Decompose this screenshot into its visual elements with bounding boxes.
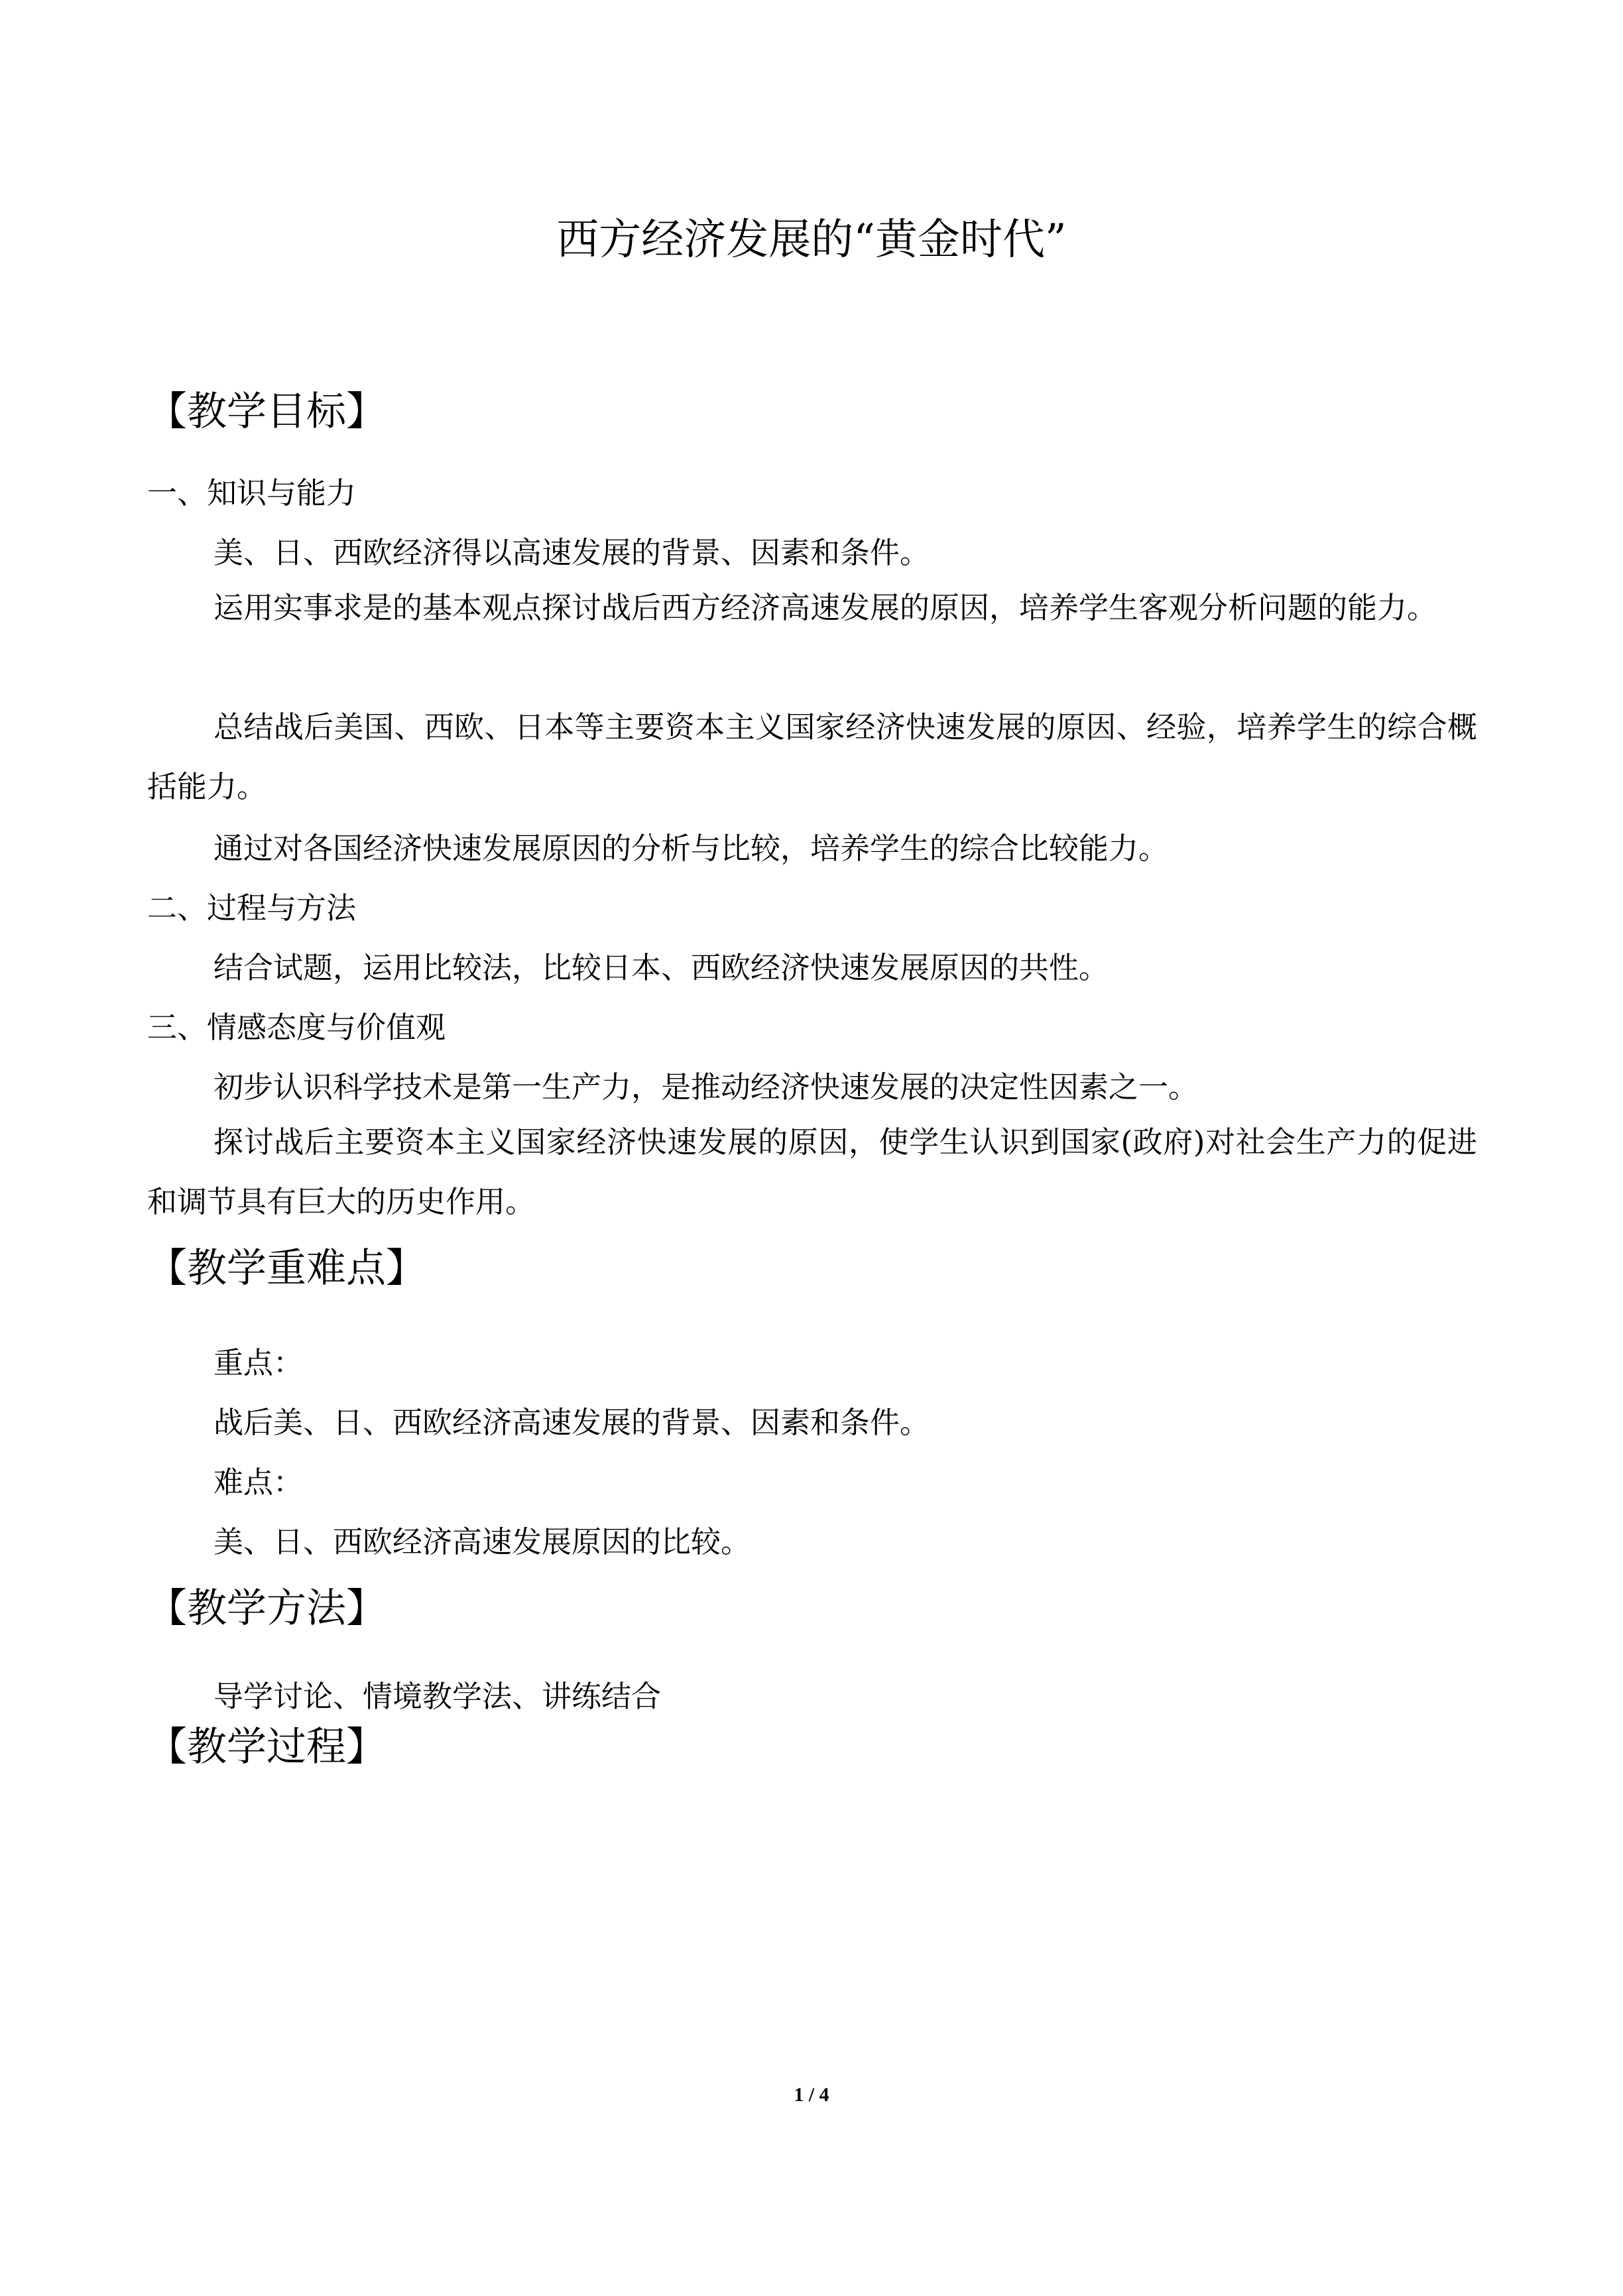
section-heading-keypoints: 【教学重难点】: [147, 1245, 426, 1292]
values-paragraph-1: 初步认识科学技术是第一生产力，是推动经济快速发展的决定性因素之一。: [213, 1069, 1199, 1105]
knowledge-paragraph-4: 通过对各国经济快速发展原因的分析与比较，培养学生的综合比较能力。: [213, 831, 1169, 866]
difficult-label: 难点：: [213, 1465, 304, 1500]
subheading-values: 三、情感态度与价值观: [147, 1010, 446, 1045]
document-title: 西方经济发展的“黄金时代”: [556, 215, 1067, 265]
knowledge-paragraph-3: 总结战后美国、西欧、日本等主要资本主义国家经济快速发展的原因、经验，培养学生的综合概括能力。: [147, 709, 1477, 804]
methods-text: 导学讨论、情境教学法、讲练结合: [213, 1679, 662, 1714]
section-heading-process: 【教学过程】: [147, 1724, 386, 1770]
process-paragraph-1: 结合试题，运用比较法，比较日本、西欧经济快速发展原因的共性。: [213, 950, 1109, 985]
subheading-knowledge: 一、知识与能力: [147, 475, 357, 511]
values-paragraph-2: 探讨战后主要资本主义国家经济快速发展的原因，使学生认识到国家(政府)对社会生产力的促进和调节具有巨大的历史作用。: [147, 1124, 1477, 1219]
key-text: 战后美、日、西欧经济高速发展的背景、因素和条件。: [213, 1405, 930, 1440]
difficult-text: 美、日、西欧经济高速发展原因的比较。: [213, 1524, 751, 1559]
subheading-process-method: 二、过程与方法: [147, 890, 357, 926]
knowledge-paragraph-1: 美、日、西欧经济得以高速发展的背景、因素和条件。: [213, 535, 930, 570]
key-label: 重点：: [213, 1345, 304, 1380]
section-heading-objectives: 【教学目标】: [147, 389, 386, 435]
page-number: 1 / 4: [794, 2084, 829, 2106]
section-heading-methods: 【教学方法】: [147, 1585, 386, 1632]
knowledge-paragraph-2: 运用实事求是的基本观点探讨战后西方经济高速发展的原因，培养学生客观分析问题的能力。: [213, 590, 1437, 625]
